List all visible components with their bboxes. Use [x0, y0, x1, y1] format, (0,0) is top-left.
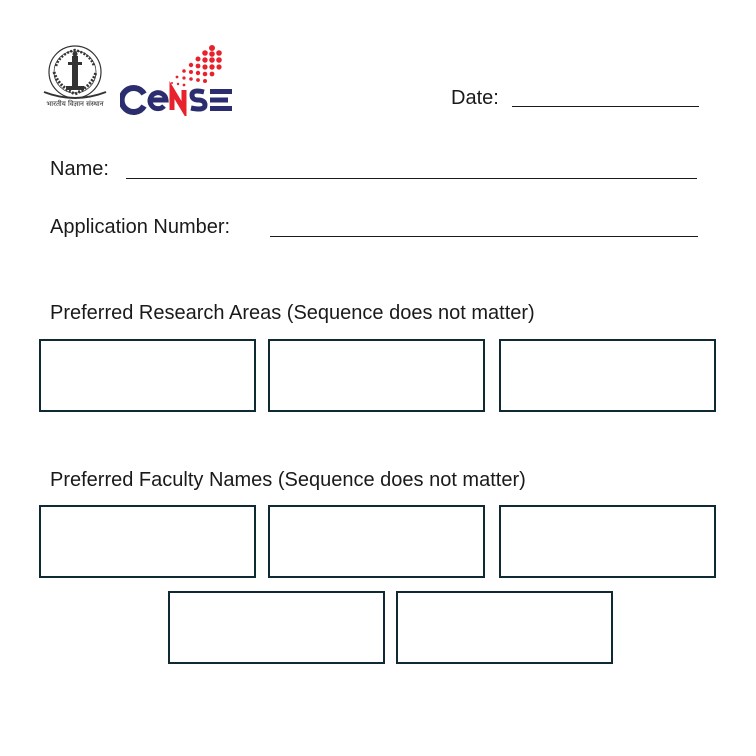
research-area-box-3[interactable] [499, 339, 716, 412]
application-number-field[interactable] [270, 236, 698, 237]
application-number-label: Application Number: [50, 216, 231, 238]
faculty-box-1[interactable] [39, 505, 256, 578]
name-field[interactable] [126, 178, 697, 179]
research-areas-heading: Preferred Research Areas (Sequence does not matter) [50, 302, 535, 324]
date-label: Date: [451, 87, 499, 109]
cense-logo-icon [120, 40, 240, 116]
faculty-box-2[interactable] [268, 505, 485, 578]
research-area-box-2[interactable] [268, 339, 485, 412]
iisc-caption: भारतीय विज्ञान संस्थान [46, 100, 104, 108]
name-label: Name: [50, 158, 109, 180]
faculty-box-5[interactable] [396, 591, 613, 664]
research-area-box-1[interactable] [39, 339, 256, 412]
date-field[interactable] [512, 106, 699, 107]
faculty-heading: Preferred Faculty Names (Sequence does not matter) [50, 469, 526, 491]
faculty-box-3[interactable] [499, 505, 716, 578]
faculty-box-4[interactable] [168, 591, 385, 664]
